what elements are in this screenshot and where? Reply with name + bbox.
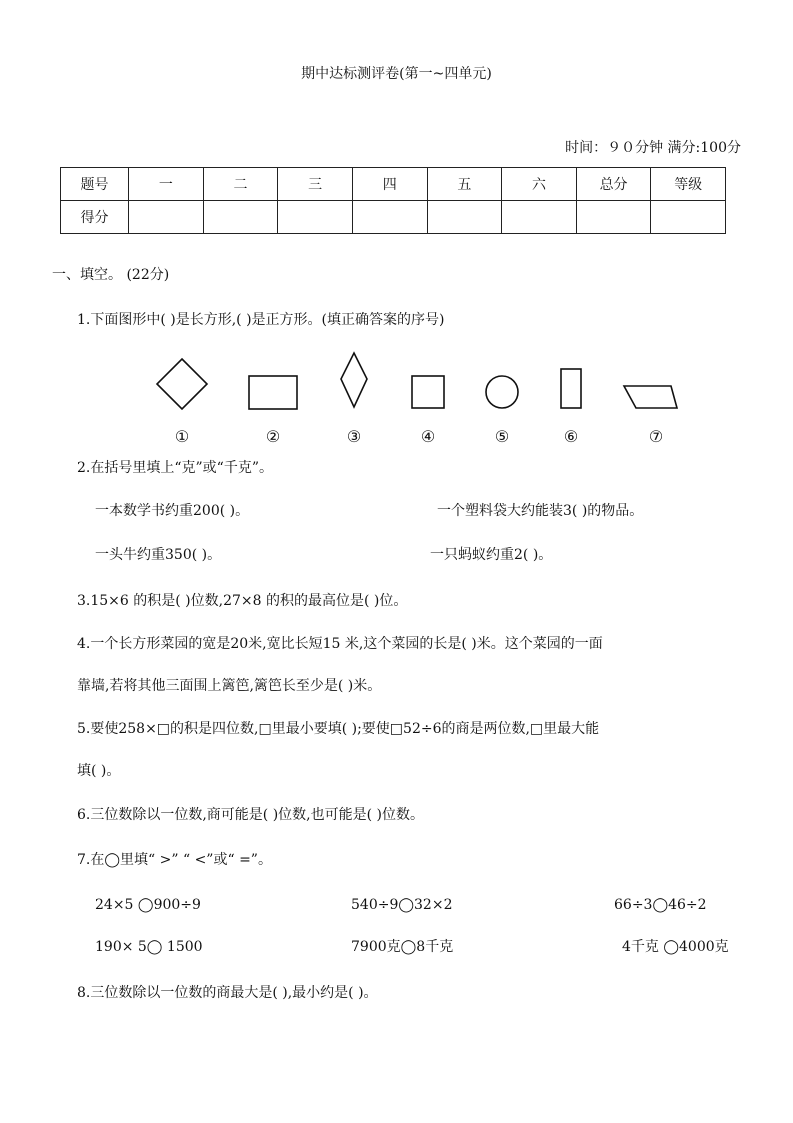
question-5-line-1: 5.要使258×□的积是四位数,□里最小要填( );要使□52÷6的商是两位数,□里最大能 [77,721,600,737]
shape-label: ② [265,427,281,446]
shape-label: ③ [346,427,362,446]
header-cell: 题号 [61,168,129,201]
shapes-svg [140,345,700,425]
question-2c: 一头牛约重350( )。 [95,547,222,563]
diamond-square-icon [157,359,207,409]
score-table-score-row [61,201,726,234]
question-2d: 一只蚂蚁约重2( )。 [430,547,553,563]
time-and-score-info: 时间：９０分钟 满分:100分 [565,140,741,156]
shape-label: ⑥ [563,427,579,446]
shape-label: ④ [420,427,436,446]
question-7a: 24×5 ◯900÷9 [95,897,201,913]
page-title: 期中达标测评卷(第一~四单元) [301,66,492,82]
header-cell: 总分 [576,168,651,201]
kite-rhombus-icon [341,353,367,407]
shapes-figure [140,345,700,445]
question-4-line-2: 靠墙,若将其他三面围上篱笆,篱笆长至少是( )米。 [77,678,382,694]
question-3: 3.15×6 的积是( )位数,27×8 的积的最高位是( )位。 [77,593,408,609]
score-cell [278,201,353,234]
question-6: 6.三位数除以一位数,商可能是( )位数,也可能是( )位数。 [77,807,425,823]
question-7e: 7900克◯8千克 [351,939,454,955]
row-label-cell: 得分 [61,201,129,234]
shape-label: ① [174,427,190,446]
circle-icon [486,376,518,408]
header-cell: 四 [352,168,427,201]
header-cell: 二 [203,168,278,201]
score-cell [203,201,278,234]
parallelogram-icon [624,386,677,408]
question-2a: 一本数学书约重200( )。 [95,503,250,519]
question-4-line-1: 4.一个长方形菜园的宽是20米,宽比长短15 米,这个菜园的长是( )米。这个菜园的一面 [77,636,603,652]
header-cell: 三 [278,168,353,201]
question-7b: 540÷9◯32×2 [351,897,453,913]
wide-rectangle-icon [249,376,297,409]
square-icon [412,376,444,408]
shape-label: ⑦ [648,427,664,446]
score-cell [502,201,577,234]
header-cell: 一 [129,168,204,201]
question-7f: 4千克 ◯4000克 [622,939,729,955]
question-2: 2.在括号里填上“克”或“千克”。 [77,460,273,476]
tall-rectangle-icon [561,369,581,408]
question-7d: 190× 5◯ 1500 [95,939,203,955]
score-table-header-row [61,168,726,201]
question-7: 7.在◯里填“ >” “ <”或“ =”。 [77,852,272,868]
header-cell: 六 [502,168,577,201]
question-7c: 66÷3◯46÷2 [614,897,707,913]
score-cell [576,201,651,234]
header-cell: 五 [427,168,502,201]
score-cell [129,201,204,234]
score-table [60,167,726,234]
section-heading-fill-blanks: 一、填空。 (22分) [52,267,170,283]
question-1: 1.下面图形中( )是长方形,( )是正方形。(填正确答案的序号) [77,312,445,328]
score-cell [651,201,726,234]
question-5-line-2: 填( )。 [77,763,121,779]
shape-label: ⑤ [494,427,510,446]
score-cell [352,201,427,234]
question-8: 8.三位数除以一位数的商最大是( ),最小约是( )。 [77,985,378,1001]
question-2b: 一个塑料袋大约能装3( )的物品。 [437,503,644,519]
score-cell [427,201,502,234]
header-cell: 等级 [651,168,726,201]
